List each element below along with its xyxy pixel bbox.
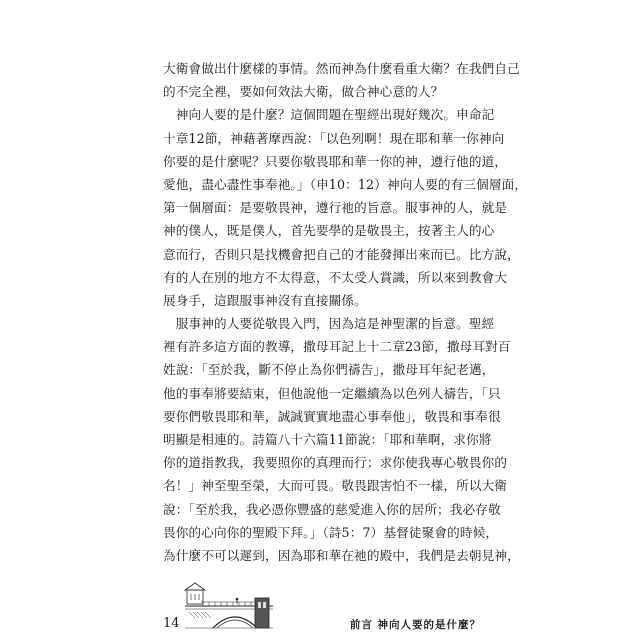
text-line: 有的人在別的地方不太得意，不太受人賞識，所以來到教會大 bbox=[163, 269, 508, 285]
text-line: 神的僕人，既是僕人，首先要學的是敬畏主，按著主人的心 bbox=[163, 223, 495, 239]
bridge-and-building-illustration-icon bbox=[183, 580, 275, 632]
text-line: 裡有許多這方面的教導，撒母耳記上十二章23節，撒母耳對百 bbox=[163, 339, 511, 355]
text-line: 神向人要的是什麼？這個問題在聖經出現好幾次。申命記 bbox=[163, 107, 495, 123]
text-line: 展身手，這跟服事神沒有直接關係。 bbox=[163, 292, 367, 308]
text-line: 第一個層面：是要敬畏神，遵行祂的旨意。服事神的人，就是 bbox=[163, 200, 508, 216]
text-line: 你要的是什麼呢？只要你敬畏耶和華一你的神，遵行他的道， bbox=[163, 153, 508, 169]
text-line: 畏你的心向你的聖殿下拜。」（詩5：7）基督徒聚會的時候， bbox=[163, 524, 499, 540]
text-line: 大衛會做出什麼樣的事情。然而神為什麼看重大衛？在我們自己 bbox=[163, 61, 520, 76]
page-number: 14 bbox=[163, 616, 180, 631]
text-line: 服事神的人要從敬畏入門，因為這是神聖潔的旨意。聖經 bbox=[163, 316, 495, 332]
text-line: 的不完全裡，要如何效法大衛，做合神心意的人？ bbox=[163, 84, 444, 100]
text-line: 你的道指教我，我要照你的真理而行；求你使我專心敬畏你的 bbox=[163, 455, 508, 471]
text-line: 要你們敬畏耶和華，誠誠實實地盡心事奉他」，敬畏和事奉很 bbox=[163, 408, 501, 424]
text-line: 為什麼不可以遲到，因為耶和華在祂的殿中，我們是去朝見神， bbox=[163, 547, 520, 563]
text-line: 愛他，盡心盡性事奉祂。」（申10：12）神向人要的有三個層面， bbox=[163, 176, 528, 192]
text-line: 意而行，否則只是找機會把自己的才能發揮出來而已。比方說， bbox=[163, 246, 520, 262]
running-head: 前言 神向人要的是什麼？ bbox=[349, 619, 481, 631]
page-footer bbox=[163, 580, 481, 632]
text-line: 名！」神至聖至榮，大而可畏。敬畏跟害怕不一樣，所以大衛 bbox=[163, 478, 508, 494]
text-line: 明顯是相連的。詩篇八十六篇11節說：「耶和華啊，求你將 bbox=[163, 432, 492, 447]
text-line: 姓說：「至於我，斷不停止為你們禱告」，撒母耳年紀老邁， bbox=[163, 362, 495, 378]
text-line: 十章12節，神藉著摩西說：「以色列啊！現在耶和華一你神向 bbox=[163, 130, 505, 146]
text-line: 說：「至於我，我必憑你豐盛的慈愛進入你的居所；我必存敬 bbox=[163, 501, 501, 517]
body-text bbox=[163, 57, 528, 567]
text-line: 他的事奉將要結束，但他說他一定繼續為以色列人禱告，「只 bbox=[163, 385, 501, 401]
